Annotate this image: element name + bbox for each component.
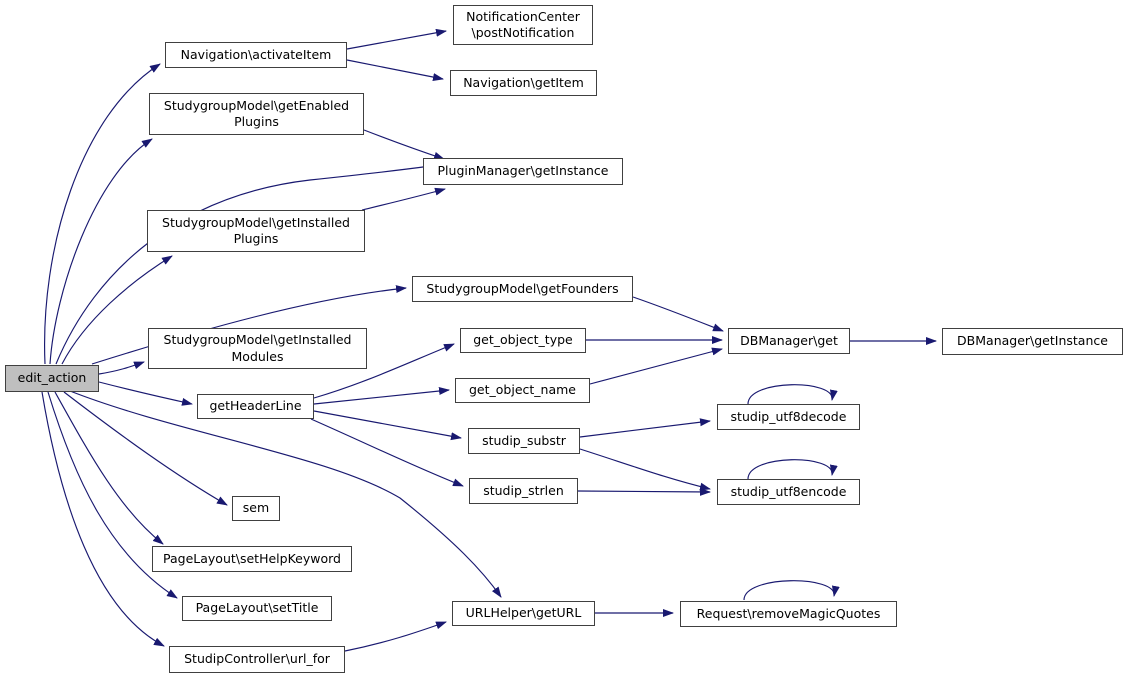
node-pagelayout-settitle[interactable] [182,596,332,621]
node-label: PluginManager\getInstance [437,163,609,179]
node-label: StudygroupModel\getFounders [426,280,619,296]
edge-edit-action-to-studygroupmodel-getinstalledmodules [99,362,144,374]
node-studip-substr[interactable] [468,428,580,454]
node-label: Navigation\activateItem [180,46,332,62]
node-label: Plugins [233,231,279,246]
node-label: PageLayout\setHelpKeyword [163,550,341,566]
node-label: get_object_type [473,332,573,348]
node-studygroupmodel-getenabledplugins[interactable] [149,93,364,135]
edge-studip-substr-to-studip-utf8decode [580,421,710,437]
node-label: getHeaderLine [209,398,302,414]
edge-studip-substr-to-studip-utf8encode [580,449,710,489]
node-label: studip_utf8decode [730,408,847,424]
edge-edit-action-to-pagelayout-sethelpkeyword [55,392,163,544]
node-pagelayout-sethelpkeyword[interactable] [152,546,352,572]
edge-self-studip-utf8encode [748,460,832,479]
node-studip-utf8encode[interactable] [717,479,860,505]
edge-studipcontroller-url-for-to-urlhelper-geturl [345,622,446,651]
node-studipcontroller-url-for[interactable] [169,646,345,673]
node-label: sem [242,500,270,516]
node-label: studip_substr [482,432,566,448]
node-sem[interactable] [232,496,280,521]
node-label: StudipController\url_for [184,651,330,667]
node-dbmanager-get[interactable] [728,328,850,354]
node-label: \postNotification [471,25,575,40]
node-studygroupmodel-getfounders[interactable] [412,276,633,302]
edge-studip-strlen-to-studip-utf8encode [578,491,710,492]
edge-getheaderline-to-studip-strlen [311,419,463,486]
edge-studygroupmodel-getenabledplugins-to-pluginmanager-getinstance [364,130,444,159]
edge-studygroupmodel-getfounders-to-dbmanager-get [633,297,723,331]
node-notificationcenter-postnotification[interactable] [453,5,593,45]
edge-studygroupmodel-getinstalledplugins-to-pluginmanager-getinstance [362,189,445,210]
edge-self-studip-utf8decode [748,385,832,404]
node-label: get_object_name [469,382,576,398]
node-pluginmanager-getinstance[interactable] [423,158,623,185]
node-getheaderline[interactable] [197,394,314,419]
node-label: Plugins [234,114,279,129]
node-studygroupmodel-getinstalledplugins[interactable] [147,210,365,252]
node-studip-utf8decode[interactable] [717,404,860,430]
node-navigation-getitem[interactable] [450,70,597,96]
node-label: URLHelper\getURL [465,605,582,621]
node-label: PageLayout\setTitle [195,600,319,616]
edge-navigation-activateitem-to-notificationcenter-postnotification [347,31,446,49]
edge-self-request-removemagicquotes [744,581,834,600]
node-label: Request\removeMagicQuotes [696,605,881,621]
node-label: StudygroupModel\getEnabled [163,97,350,113]
node-request-removemagicquotes[interactable] [680,601,897,627]
edge-edit-action-to-navigation-activateitem [45,64,160,364]
edge-navigation-activateitem-to-navigation-getitem [347,60,443,79]
node-navigation-activateitem[interactable] [165,42,347,68]
node-label: Modules [231,348,284,364]
node-label: DBManager\getInstance [957,333,1108,349]
node-get-object-name[interactable] [455,378,590,403]
node-label: studip_strlen [483,482,564,498]
node-label: DBManager\get [740,332,838,348]
edge-edit-action-to-getheaderline [99,382,192,404]
node-label: edit_action [17,370,87,386]
node-edit-action [5,365,99,392]
node-label: Navigation\getItem [463,74,584,90]
node-label: studip_utf8encode [730,483,847,499]
node-dbmanager-getinstance[interactable] [942,328,1123,355]
node-label: StudygroupModel\getInstalled [163,332,352,347]
edge-get-object-name-to-dbmanager-get [590,349,722,384]
node-label: StudygroupModel\getInstalled [162,214,350,230]
edge-getheaderline-to-studip-substr [314,411,461,438]
node-urlhelper-geturl[interactable] [452,601,595,626]
node-label: NotificationCenter [466,8,580,24]
node-get-object-type[interactable] [460,328,586,353]
node-studip-strlen[interactable] [469,478,578,504]
node-studygroupmodel-getinstalledmodules[interactable] [148,328,367,369]
